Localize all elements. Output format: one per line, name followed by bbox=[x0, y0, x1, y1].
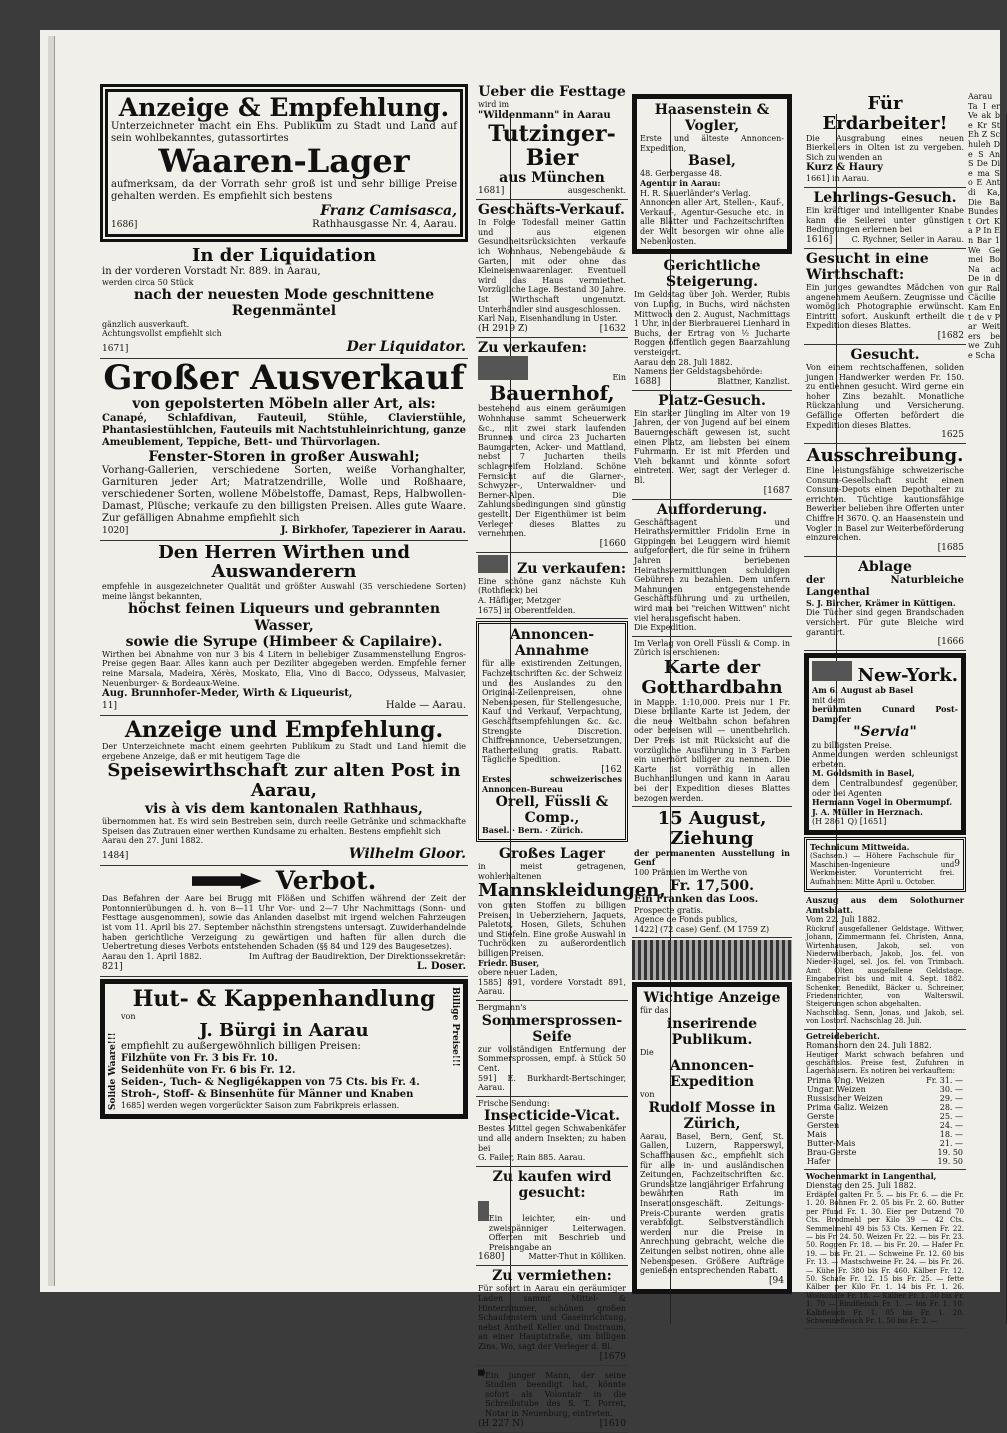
ad-ship: "Servia" bbox=[853, 724, 917, 741]
ad-title: Anzeige und Empfehlung. bbox=[124, 717, 444, 744]
grain-row bbox=[806, 1085, 964, 1094]
ad-authority: Namens der Geldstagsbehörde: bbox=[634, 367, 763, 377]
ad-line: in meist getragenen, wohlerhaltenen bbox=[478, 862, 626, 881]
ad-signer: A. Häfliger, Metzger bbox=[478, 596, 561, 606]
ad-line: der permanenten Ausstellung in Genf bbox=[634, 847, 790, 868]
ad-head: Bauernhof, bbox=[489, 381, 615, 406]
ad-body: bestehend aus einem geräumigen Wohnhause sammt Scheuerwerk &c., mit zwei stark laufenden Brunnen und circa 23 Jucharten Baumgarten, Acker- und Mattland, nebst 7 Jucharten theils schlagreifem Holzland. Schöne Fernsicht auf die Glarner-, Schwyzer-, Unterwaldner- und Berner-Alpen. Die Zahlungsbedingungen sind günstig gestellt. Der Eigenthümer ist beim Verleger dieses Blattes zu vernehmen. bbox=[478, 404, 626, 539]
ad-head: Speisewirthschaft zur alten Post in Aarau, bbox=[107, 760, 461, 802]
ad-tutzinger-bier bbox=[476, 82, 628, 200]
ad-insecticide bbox=[476, 1097, 628, 1167]
ad-number: (H 227 N) bbox=[478, 1418, 524, 1429]
ad-body: von guten Stoffen zu billigen Preisen, in Ueberziehern, Jaquets, Paletots, Hosen, Gilets, Schuhen und Stiefeln. Eine große Auswahl in Tuchröcken zu außerordentlich billigen Preisen. bbox=[478, 901, 626, 958]
ad-line: Filzhüte von Fr. 3 bis Fr. 10. bbox=[121, 1053, 278, 1065]
ad-name: Orell, Füssli & Comp., bbox=[495, 794, 609, 827]
ad-line: Ein bbox=[612, 372, 626, 382]
ad-number: 1681] bbox=[478, 186, 505, 197]
ad-body: übernommen hat. Es wird sein Bestreben sein, durch reelle Getränke und schmackhafte Speisen das Zutrauen einer werthen Kundsame zu erhalten. Bestens empfiehlt sich bbox=[102, 817, 466, 836]
grain-price: 19. 50 bbox=[937, 1147, 963, 1157]
grain-row bbox=[806, 1148, 964, 1157]
ad-title: New-York. bbox=[857, 665, 958, 687]
ad-body: zur vollständigen Entfernung der Sommersprossen, empf. à Stück 50 Cent. bbox=[478, 1044, 626, 1073]
ad-ausverkauf bbox=[100, 359, 468, 541]
ad-title: Sommersprossen-Seife bbox=[481, 1012, 623, 1045]
ad-number: 1686] bbox=[111, 219, 138, 230]
ad-title: Zu verkaufen: bbox=[478, 339, 587, 356]
ad-intro: empfehle in ausgezeichneter Qualität und größter Auswahl (35 verschiedene Sorten) meine längst bekannten, bbox=[102, 582, 466, 601]
ad-ablage bbox=[804, 557, 966, 651]
grain-price: 19. 50 bbox=[937, 1156, 963, 1166]
grain-price-table bbox=[806, 1076, 964, 1166]
ad-title: Lehrlings-Gesuch. bbox=[813, 189, 957, 206]
grain-price: Fr. 31. — bbox=[926, 1075, 963, 1085]
ad-gesucht bbox=[804, 345, 966, 444]
ad-line: Seidenhüte von Fr. 6 bis Fr. 12. bbox=[121, 1065, 296, 1077]
notice-date: Romanshorn den 24. Juli 1882. bbox=[806, 1041, 932, 1051]
ad-number: 1661] in Aarau. bbox=[806, 174, 870, 184]
ad-date: Aarau den 27. Juni 1882. bbox=[102, 836, 204, 846]
grain-price: 25. — bbox=[939, 1111, 963, 1121]
ad-cities: Basel. · Bern. · Zürich. bbox=[482, 825, 584, 836]
grain-name: Gersten bbox=[807, 1120, 840, 1130]
ad-line: Stroh-, Stoff- & Binsenhüte für Männer und Knaben bbox=[121, 1089, 414, 1101]
grain-price: 21. — bbox=[939, 1138, 963, 1148]
ad-body: Das Befahren der Aare bei Brugg mit Flößen und Schiffen während der Zeit der Pontonnierübungen d. h. von 8—11 Uhr Vor- und 2—7 Uhr Nachmittags (Sonn- und Festtage ausgenommen), sowie das Anlanden daselbst mit irgend welchen Fahrzeugen ist vom 11. April bis 27. September nächsthin strengstens untersagt. Zuwiderhandelnde haben gerichtliche Verzeigung zu gewärtigen und haften für allen durch die Uebertretung dieses Verbots entstehenden Schaden (§§ 84 und 129 des Baugesetzes). bbox=[102, 894, 466, 952]
ad-line: Im Verlag von Orell Füssli & Comp. in Zürich is erschienen: bbox=[634, 638, 790, 658]
ad-line: mit dem bbox=[812, 695, 846, 705]
grain-name: Prima Ung. Weizen bbox=[807, 1075, 885, 1085]
ad-title: Geschäfts-Verkauf. bbox=[478, 202, 625, 219]
ad-body: Ein junges gewandtes Mädchen von angenehmem Aeußern. Zeugnisse und womöglich Photographie erwünscht. Eintritt sofort. Auskunft ertheilt die Expedition dieses Blattes. bbox=[806, 283, 964, 331]
grain-price: 29. — bbox=[939, 1093, 963, 1103]
ad-line: 1685] werden wegen vorgerückter Saison zum Fabrikpreis erlassen. bbox=[121, 1101, 400, 1111]
ad-title: Ablage bbox=[858, 558, 912, 575]
ad-address: 48. Gerbergasse 48. bbox=[640, 169, 722, 179]
grain-name: Gerste bbox=[807, 1111, 835, 1121]
grain-row bbox=[806, 1121, 964, 1130]
grain-name: Russischer Weizen bbox=[807, 1093, 883, 1103]
ad-name: Rudolf Mosse in Zürich, bbox=[648, 1099, 776, 1132]
ad-title: Technicum Mittweida. bbox=[810, 841, 910, 852]
ad-title: Gesucht. bbox=[850, 347, 920, 363]
ad-sub: vis à vis dem kantonalen Rathhaus, bbox=[145, 801, 423, 818]
ad-firm: Erstes schweizerisches Annoncen-Bureau bbox=[482, 773, 622, 794]
ad-title: Zu verkaufen: bbox=[517, 560, 626, 577]
ad-number: (H 2861 Q) [1651] bbox=[812, 817, 887, 827]
ad-number: 1625 bbox=[941, 430, 964, 441]
ad-title: Großes Lager bbox=[499, 845, 605, 862]
ad-line: inserirende Publikum. bbox=[666, 1016, 758, 1049]
ad-body: Wirthen bei Abnahme von nur 3 bis 4 Litern in beliebiger Zusammenstellung Engros-Preise gegen Baar. Alles kann auch per Deziliter abgegeben werden. Empfehle ferner reine Marsala, Madeira, Xérès, Moskato, Elia, Vino di Bacco, Odysseus, Malvasier, Neuenburger- & Bordeaux-Weine. bbox=[102, 649, 466, 688]
ad-authority: Im Auftrag der Baudirektion, Der Direktionssekretär: bbox=[248, 951, 466, 961]
ad-line: Die bbox=[640, 1048, 654, 1058]
ad-body: Die Tücher sind gegen Brandschaden versichert. Für gute Bleiche wird garantirt. bbox=[806, 608, 964, 637]
ad-number: [1685 bbox=[937, 542, 964, 553]
ad-title: 15 August, Ziehung bbox=[657, 808, 767, 849]
ad-signer: Aug. Brunnhofer-Meder, Wirth & Liqueurist, bbox=[102, 688, 353, 700]
ad-line: Seiden-, Tuch- & Negligékappen von 75 Cts. bis Fr. 4. bbox=[121, 1077, 420, 1089]
notice-getreidebericht bbox=[804, 1030, 966, 1170]
ad-address: Halde — Aarau. bbox=[385, 700, 466, 712]
ad-number: 591] E. Burkhardt-Bertschinger, Aarau. bbox=[478, 1073, 626, 1093]
ad-title: Aufforderung. bbox=[656, 501, 768, 518]
wagon-icon bbox=[478, 1201, 489, 1221]
ad-body: Für sofort in Aarau ein geräumiger Laden sammt Mittel- & Hinterzimmer, schönen großen Schaufenstern und Gaseinrichtung, nebst Antheil Keller und Dostraum, an einer Hauptstraße, um billigen Zins. Wo, sagt der Verleger d. Bl. bbox=[478, 1284, 626, 1351]
ad-number: 1422] (72 case) Genf. (M 1759 Z) bbox=[634, 924, 770, 934]
grain-row bbox=[806, 1130, 964, 1139]
ad-title: Platz-Gesuch. bbox=[658, 392, 766, 409]
notice-extra: Nachschlag. Senn, Jonas, und Jakob, sel. von Lostorf. Nachschlag 28. Juli. bbox=[806, 1008, 964, 1026]
notice-wochenmarkt bbox=[804, 1170, 966, 1329]
ad-hutkappen bbox=[100, 979, 468, 1118]
ad-signer: G. Failer, Rain 885. Aarau. bbox=[478, 1153, 586, 1163]
ad-title: Zu kaufen wird gesucht: bbox=[492, 1168, 612, 1201]
ad-line: aus München bbox=[499, 170, 605, 187]
ad-gotthardbahn bbox=[632, 637, 792, 807]
ad-verbot bbox=[100, 866, 468, 977]
ad-ausschreibung bbox=[804, 444, 966, 557]
ad-new-york bbox=[804, 653, 966, 835]
grain-price: 24. — bbox=[939, 1120, 963, 1130]
page-edge bbox=[48, 36, 55, 1286]
ad-line: Am 6. August ab Basel bbox=[812, 685, 914, 696]
grain-row bbox=[806, 1103, 964, 1112]
grain-price: 18. — bbox=[939, 1129, 963, 1139]
ad-line: Hermann Vogel in Obermumpf. bbox=[812, 797, 953, 808]
ad-title: Großer Ausverkauf bbox=[103, 357, 465, 398]
ad-line: zu billigsten Preise. bbox=[812, 740, 893, 750]
ad-title: Annoncen-Annahme bbox=[509, 627, 595, 660]
ad-signer: Wilhelm Gloor. bbox=[348, 845, 466, 862]
ad-line: werden circa 50 Stück bbox=[102, 277, 194, 287]
ad-line: für das bbox=[640, 1006, 669, 1016]
ad-body: Ein kräftiger und intelligenter Knabe kann die Seilerei unter günstigen Bedingungen erlernen bei bbox=[806, 206, 964, 235]
ad-intro: Der Unterzeichnete macht einem geehrten Publikum zu Stadt und Land hiemit die ergebene Anzeige, daß er mit heutigem Tage die bbox=[102, 742, 466, 761]
ad-number: 1688] bbox=[634, 376, 661, 387]
ad-body: Vorhang-Gallerien, verschiedene Sorten, weiße Vorhanghalter, Garnituren jeder Art; Matratzendrille, Wolle und Roßhaare, verschiedener Sorten, wollene Möbelstoffe, Damast, Reps, Halbwollen-Damast, Plüsche; verkaufe zu den billigsten Preisen. Alles gute Waare. Zur gefälligen Abnahme empfiehlt sich bbox=[102, 464, 466, 524]
grain-name: Mais bbox=[807, 1129, 827, 1139]
grain-price: 30. — bbox=[939, 1084, 963, 1094]
grain-row bbox=[806, 1139, 964, 1148]
column-1 bbox=[100, 82, 468, 1121]
ad-line: von bbox=[640, 1090, 655, 1100]
grain-row bbox=[806, 1112, 964, 1121]
ad-agent: H. R. Sauerländer's Verlag. bbox=[640, 188, 751, 198]
ad-headline: Waaren-Lager bbox=[158, 142, 410, 181]
small-ads-strip bbox=[632, 940, 792, 980]
grain-row bbox=[806, 1094, 964, 1103]
ad-grosses-lager bbox=[476, 844, 666, 1001]
ad-line: M. Goldsmith in Basel, bbox=[812, 768, 915, 779]
ad-number: [1687 bbox=[763, 485, 790, 496]
ad-title: Verbot. bbox=[275, 866, 377, 896]
ad-speisewirthschaft bbox=[100, 716, 468, 866]
ad-wirthschaft bbox=[804, 249, 966, 345]
ad-line: wird im bbox=[478, 100, 510, 110]
ad-junger-mann bbox=[476, 1366, 628, 1433]
ad-line: "Wildenmann" in Aarau bbox=[478, 109, 611, 121]
ad-bauernhof bbox=[476, 338, 628, 553]
ad-lehrling bbox=[804, 188, 966, 249]
ad-signer: Kurz & Haury bbox=[806, 162, 883, 174]
ad-number: (H 2919 Z) bbox=[478, 323, 528, 334]
column-4 bbox=[804, 92, 966, 1329]
ad-storen: Fenster-Storen in großer Auswahl; bbox=[148, 448, 420, 465]
ad-body: Bestes Mittel gegen Schwabenkäfer und alle andern Insekten; zu haben bei bbox=[478, 1124, 626, 1153]
grain-row bbox=[806, 1157, 964, 1166]
ad-signer: Die Expedition. bbox=[634, 623, 697, 633]
ad-head: sowie die Syrupe (Himbeer & Capilaire). bbox=[125, 633, 443, 650]
ad-name: Franz Camisasca, bbox=[320, 202, 457, 219]
ad-signer: J. Birkhofer, Tapezierer in Aarau. bbox=[280, 524, 466, 536]
ad-line: nach der neuesten Mode geschnittene Regenmäntel bbox=[133, 287, 435, 320]
ad-line: in der vorderen Vorstadt Nr. 889. in Aarau, bbox=[102, 265, 321, 277]
pointing-hand-icon bbox=[478, 1368, 485, 1378]
ad-number: [1682 bbox=[937, 331, 964, 341]
ad-number: 1585] 891, vordere Vorstadt 891, Aarau. bbox=[478, 977, 626, 997]
ad-title: Wichtige Anzeige bbox=[643, 990, 781, 1007]
ad-line: J. A. Müller in Herznach. bbox=[812, 806, 923, 817]
ad-platz-gesuch bbox=[632, 391, 792, 500]
ad-line: Frische Sendung: bbox=[478, 1098, 550, 1108]
notice-body: Erdäpfel galten Fr. 5. — bis Fr. 6. — die Fr. 1. 20. Bohnen Fr. 2. 05 bis Fr. 2. 60. Butter per Pfund Fr. 1. 30. Eier per Dutzend 70 Cts. Brodmehl per Kilo 39 — 42 Cts. Semmelmehl 49 bis 53 Cts. Kernen Fr. 22. — bis Fr. 24. 50. Weizen Fr. 22. — bis Fr. 23. 50. Roggen Fr. 18. — bis Fr. 20. — Hafer Fr. 19. — bis Fr. 21. — Schweine Fr. 12. 60 bis Fr. 13. — Mastschweine Fr. 24. — bis Fr. 26. — Kühe Fr. 380 bis Fr. 460. Kälber Fr. 12. 50. Schafe Fr. 12. 15 bis Fr. 25. — fette Kälber per Kilo Fr. 1. 14 bis Fr. 1. 26. Wollschafe Fr. 18. — Kälber Fr. 1. 50 bis Fr. 1. 70 — Rindfleisch Fr. 1. — bis Fr. 1. 10. Kalbfleisch Fr. 1. 05 bis Fr. 1. 20. Schweinefleisch Fr. 1. 50 bis Fr. 2. — bbox=[806, 1191, 964, 1325]
ad-ziehung bbox=[632, 807, 792, 938]
ad-head: Annoncen-Expedition bbox=[669, 1057, 755, 1090]
ad-technikum bbox=[804, 837, 966, 892]
ad-side-left: Solide Waare!!! bbox=[108, 1032, 118, 1111]
notice-title: Wochenmarkt in Langenthal, bbox=[806, 1170, 937, 1181]
ad-body: Im Geldstag über Joh. Werder, Rubis von Lupfig, in Buchs, wird nächsten Mittwoch den 2. August, Nachmittags 1 Uhr, in der Bierbrauerei Lienhard in Buchs, der Ertrag von ½ Jucharte Roggen öffentlich gegen Baarzahlung versteigert. bbox=[634, 290, 790, 357]
ad-signer: Matter-Thut in Kölliken. bbox=[528, 1252, 626, 1262]
ad-line: Prospecte gratis. bbox=[634, 905, 704, 915]
ad-title: Anzeige & Empfehlung. bbox=[118, 93, 450, 122]
grain-name: Brau-Gerste bbox=[807, 1147, 857, 1157]
ad-waaren-lager bbox=[100, 84, 468, 242]
ad-erdarbeiter bbox=[804, 92, 966, 188]
ad-number: [1610 bbox=[599, 1418, 626, 1429]
ad-number: 1671] bbox=[102, 343, 129, 354]
ad-sub: von gepolsterten Möbeln aller Art, als: bbox=[132, 396, 436, 413]
ad-line: Ueber die Festtage bbox=[478, 84, 626, 100]
ad-body: Eine leistungsfähige schweizerische Consum-Gesellschaft sucht einen Consum-Depots einen Depothalter zu errichten. Tüchtige kautionsfähige Bewerber belieben ihre Offerten unter Chiffre H 3670. Q. an Haasenstein und Vogler in Basel zur Weiterbeförderung einzureichen. bbox=[806, 466, 964, 543]
ad-haasenstein-vogler bbox=[632, 94, 792, 254]
column-5-cut bbox=[968, 92, 1000, 361]
ad-line: empfiehlt zu außergewöhnlich billigen Preisen: bbox=[121, 1041, 361, 1053]
ad-vermiethen bbox=[476, 1266, 628, 1365]
ad-geschaeftsverkauf bbox=[476, 200, 628, 338]
ad-city: Basel, bbox=[688, 153, 736, 170]
ad-body: aufmerksam, da der Vorrath sehr groß ist und sehr billige Preise gehalten werden. Es empfiehlt sich bestens bbox=[111, 178, 457, 202]
ad-body: (Sachsen.) — Höhere Fachschule für Maschinen-Ingenieure und Werkmeister. Vorunterricht frei. Aufnahmen: Mitte April u. October. bbox=[810, 852, 955, 886]
ad-name: S. J. Bircher, Krämer in Küttigen. bbox=[806, 597, 956, 608]
ad-title: Gerichtliche Steigerung. bbox=[663, 258, 761, 291]
notice-title: Auszug aus dem Solothurner Amtsblatt. bbox=[806, 895, 964, 915]
grain-price: 28. — bbox=[939, 1102, 963, 1112]
ad-head: höchst feinen Liqueurs und gebrannten Wasser, bbox=[127, 601, 441, 634]
notice-amtsblatt bbox=[804, 894, 966, 1029]
ad-signer: Der Liquidator. bbox=[346, 338, 466, 355]
farmhouse-icon bbox=[478, 356, 528, 380]
ad-title: Hut- & Kappenhandlung bbox=[132, 986, 436, 1013]
ad-title: Gesucht in eine Wirthschaft: bbox=[806, 250, 929, 283]
ad-signer: C. Rychner, Seiler in Aarau. bbox=[851, 234, 964, 244]
ad-number: 9 bbox=[954, 859, 960, 870]
ad-title: Haasenstein & Vogler, bbox=[654, 102, 770, 135]
ad-line: Bergmann's bbox=[478, 1002, 527, 1012]
ad-body: Ein junger Mann, der seine Studien beendigt hat, könnte sofort als Volontair in die Schreibstube des S. T. Porret, Notar in Neuenburg, eintreten. bbox=[485, 1370, 626, 1418]
ad-leiterwagen bbox=[476, 1167, 628, 1267]
grain-name: Butter-Mais bbox=[807, 1138, 856, 1148]
notice-title: Getreidebericht. bbox=[806, 1030, 880, 1041]
ad-number: [1666 bbox=[937, 637, 964, 648]
notice-body: Rückruf ausgefallener Geldstage. Wittwer, Johann, Zimmermann fel. Christen, Anna, Wirtenhausen, Jakob, sel. von Niederwilberbach, Jakob, Jos. fel. von Nieder-Rugel, sel. Jos. fel. von Trimbach. Amt Olten ausgefallene Geldstage. Eingabefrist bis und mit 4. Sept. 1882. Schenker, Benedikt, Bäcker u. Schreiner, Friedensrichter, von Walterswil. Steigerungen schon abgehalten. bbox=[806, 924, 964, 1009]
ad-sub: der Naturbleiche Langenthal bbox=[806, 574, 964, 598]
ad-kuh bbox=[476, 553, 628, 619]
ad-line: Ein Franken das Loos. bbox=[634, 893, 759, 905]
ad-signer: Friedr. Buser, bbox=[478, 957, 540, 968]
ad-body: Von einem rechtschaffenen, soliden jungen Handwerker werden Fr. 150. zu entlehnen gesucht. Wird gerne ein hoher Zins bezahlt. Monatliche Rückzahlung und Versicherung. Gefällige Offerten befördert die Expedition dieses Blattes. bbox=[806, 363, 964, 430]
ad-title: Karte der Gotthardbahn bbox=[641, 657, 783, 698]
ad-sommersprossen-seife bbox=[476, 1001, 628, 1097]
ad-signer: Blattner, Kanzlist. bbox=[717, 376, 790, 386]
ad-line: Achtungsvollst empfiehlt sich bbox=[102, 329, 222, 339]
ad-number: 1020] bbox=[102, 525, 129, 536]
ad-wirthen bbox=[100, 541, 468, 716]
ad-rudolf-mosse bbox=[632, 982, 792, 1293]
ad-line: Fr. 17,500. bbox=[670, 877, 754, 894]
ad-number: 1680] bbox=[478, 1252, 505, 1263]
ad-number: [94 bbox=[769, 1275, 784, 1286]
ad-address: Rathhausgasse Nr. 4, Aarau. bbox=[312, 218, 457, 230]
ad-items: Canapé, Schlafdivan, Fauteuil, Stühle, Clavierstühle, Phantasiestühlchen, Fauteuils mit Nachtstuhleinrichtung, ganze Ameublement, Teppiche, Bett- und Thürvorlagen. bbox=[102, 412, 466, 448]
ad-body: Eine schöne ganz nächste Kuh (Rothfleck) bei bbox=[478, 576, 626, 596]
ad-signer: L. Doser. bbox=[416, 961, 466, 973]
cut-off-text: Aarau Ta I er Ve ak be Kr St Eh Z Schuleh De S An S De Die ma So E Ant di Ka, Die Ba Bundest Ort Ka P In En Bar 1 We Gemei Bo Na ac De in d gur Ral Cäcilie Kam Ent de v Par Weiters be we Zuhe Scha bbox=[968, 92, 1000, 361]
ad-body: Ein leichter, ein- und zweispänniger Leiterwagen. Offerten mit Beschrieb und Preisangabe an bbox=[488, 1213, 626, 1252]
ad-von: von bbox=[121, 1011, 136, 1021]
ad-body: Aarau, Basel, Bern, Genf, St. Gallen, Luzern, Rapperswyl, Schaffhausen &c., empfiehlt sich für alle in- und ausländischen Zeitungen, Fachzeitschriften &c. Grundsätze langjähriger Erfahrung bewährten Rath im Inserationsgeschäft. Zeitungs-Preis-Courante werden gratis verabfolgt. Selbstverständlich werden nur die Preise in Anrechnung gebracht, welche die Zeitungen selbst notiren, ohne alle Nebenspesen. Größere Aufträge genießen entsprechenden Rabatt. bbox=[640, 1131, 784, 1276]
ad-title: Für Erdarbeiter! bbox=[822, 93, 948, 134]
ad-date: Aarau den 28. Juli 1882. bbox=[634, 357, 733, 367]
ad-title: Ausschreibung. bbox=[806, 445, 964, 467]
grain-name: Ungar. Weizen bbox=[807, 1084, 866, 1094]
grain-name: Hafer bbox=[807, 1156, 831, 1166]
ad-number: 1616] bbox=[806, 234, 833, 245]
ad-intro: Unterzeichneter macht ein Ehs. Publikum zu Stadt und Land auf sein wohlbekanntes, gutassortirtes bbox=[111, 121, 457, 145]
ad-liquidation bbox=[100, 244, 468, 359]
ad-body: Ein starker Jüngling im Alter von 19 Jahren, der von Jugend auf bei einem Bauerngeschäft gewesen ist, sucht einen Platz, am liebsten bei einem Fuhrmann. Er ist mit Pferden und Vieh bekannt und könnte sofort eintreten. Wer, sagt der Verleger d. Bl. bbox=[634, 408, 790, 485]
ad-title: Den Herren Wirthen und Auswanderern bbox=[158, 541, 410, 583]
notice-date: Dienstag den 25. Juli 1882. bbox=[806, 1181, 917, 1191]
ad-body: Die Ausgrabung eines neuen Bierkellers in Olten ist zu vergeben. Sich zu wenden an bbox=[806, 133, 964, 162]
ad-number: [1632 bbox=[599, 323, 626, 334]
column-3 bbox=[632, 92, 792, 1296]
ad-line: 100 Prämien im Werthe von bbox=[634, 867, 748, 877]
ad-line: dem Centralbundesf gegenüber, oder bei Agenten bbox=[812, 778, 958, 798]
ad-title: Tutzinger-Bier bbox=[488, 120, 616, 171]
ad-sub: Erste und älteste Annoncen-Expedition, bbox=[640, 134, 784, 153]
ad-body: Anmeldungen werden schleunigst erbeten. bbox=[812, 750, 958, 769]
ad-body: In Folge Todesfall meiner Gattin und aus eigenen Gesundheitsrücksichten verkaufe ich Wohnhaus, Nebengebäude & Garten, mit oder ohne das Kleineisenwaarenlager. Eventuell wird das Haus vermiethet. Vorzügliche Lage. Bestand 30 Jahre. Ist Wirthschaft ungenutzt. Unterhändler sind ausgeschlossen. bbox=[478, 218, 626, 314]
grain-name: Prima Galiz. Weizen bbox=[807, 1102, 889, 1112]
ad-number: [1660 bbox=[599, 538, 626, 549]
ad-number: 1484] bbox=[102, 850, 129, 861]
ad-number: 11] bbox=[102, 701, 117, 712]
ad-body: in Mappe. 1:10,000. Preis nur 1 Fr. Diese brillante Karte ist Jedem, der die neue Weltbahn schon befahren oder bereisen will — unentbehrlich. Der Preis ist mit Rücksicht auf die vorzügliche Ausführung in 3 Farben ein unerhört billiger zu nennen. Die Karte ist vorräthig in allen Buchhandlungen und kann in Aarau bei der Expedition dieses Blattes bezogen werden. bbox=[634, 697, 790, 803]
ad-number: [162 bbox=[601, 764, 622, 775]
ad-title: Insecticide-Vicat. bbox=[483, 1108, 621, 1125]
ad-title: In der Liquidation bbox=[191, 244, 377, 266]
ad-body: Geschäftsagent und Heirathsvermittler Fridolin Erne in Gippingen bei Leuggern wird hiemit aufgefordert, die für seine in frühern Jahren beriebenen Heirathsvermittlungen schuldigen Gebühren zu bezahlen. Dem unfern Mahnungen entgegenstehende Geschäftsführung und zu urtheilen, wird man bei "reichen Wittwen" nicht viel herausgefischt haben. bbox=[634, 517, 790, 623]
ad-signer: Karl Nau, Eisenhandlung in Uster. bbox=[478, 314, 618, 324]
cow-icon bbox=[478, 555, 508, 573]
ad-line: ausgeschenkt. bbox=[567, 186, 626, 196]
ad-aufforderung bbox=[632, 500, 792, 637]
ad-number: 1675] in Oberentfelden. bbox=[478, 605, 576, 615]
ad-body: Annoncen aller Art, Stellen-, Kauf-, Verkauf-, Agentur-Gesuche etc. in alle Blätter und Fachzeitschriften der Welt besorgen wir ohne alle Nebenkosten. bbox=[640, 198, 784, 246]
steamship-icon bbox=[812, 661, 852, 681]
ad-annoncen-annahme bbox=[476, 621, 628, 842]
ad-body: für alle existirenden Zeitungen, Fachzeitschriften &c. der Schweiz und des Auslandes zu den Original-Zeilenpreisen, ohne Nebenspesen, für Stellengesuche, Kauf und Verkauf, Verpachtung, Geschäftsempfehlungen &c. &c. Strengste Discretion. Chiffreannonce, Uebersetzungen, Ratherteilung gratis. Rabatt. Tägliche Spedition. bbox=[482, 659, 622, 765]
ad-side-right: Billige Preise!!! bbox=[450, 987, 460, 1068]
grain-row bbox=[806, 1076, 964, 1085]
ad-title: Zu vermiethen: bbox=[492, 1268, 612, 1285]
ad-name: J. Bürgi in Aarau bbox=[199, 1020, 369, 1042]
ad-line: Agence de Fonds publics, bbox=[634, 915, 738, 925]
ad-line: gänzlich ausverkauft. bbox=[102, 319, 190, 329]
ad-line: berühmten Cunard Post-Dampfer bbox=[812, 704, 958, 724]
ad-address: obere neuer Laden, bbox=[478, 968, 558, 978]
ad-head: Mannskleidungen, bbox=[478, 880, 666, 902]
pointing-hand-icon bbox=[192, 873, 262, 889]
ad-date: Aarau den 1. April 1882. bbox=[102, 951, 202, 961]
ad-steigerung bbox=[632, 256, 792, 391]
notice-date: Vom 22. Juli 1882. bbox=[806, 915, 881, 925]
ad-number: [1679 bbox=[599, 1351, 626, 1362]
ad-number: 821] bbox=[102, 962, 123, 973]
notice-body: Heutiger Markt schwach befahren und geschäftslos. Preise fest, Zufuhren in Lagerhäusern. Es notiren bei verkauftem: bbox=[806, 1050, 964, 1076]
ad-agent: Agentur in Aarau: bbox=[640, 178, 721, 189]
